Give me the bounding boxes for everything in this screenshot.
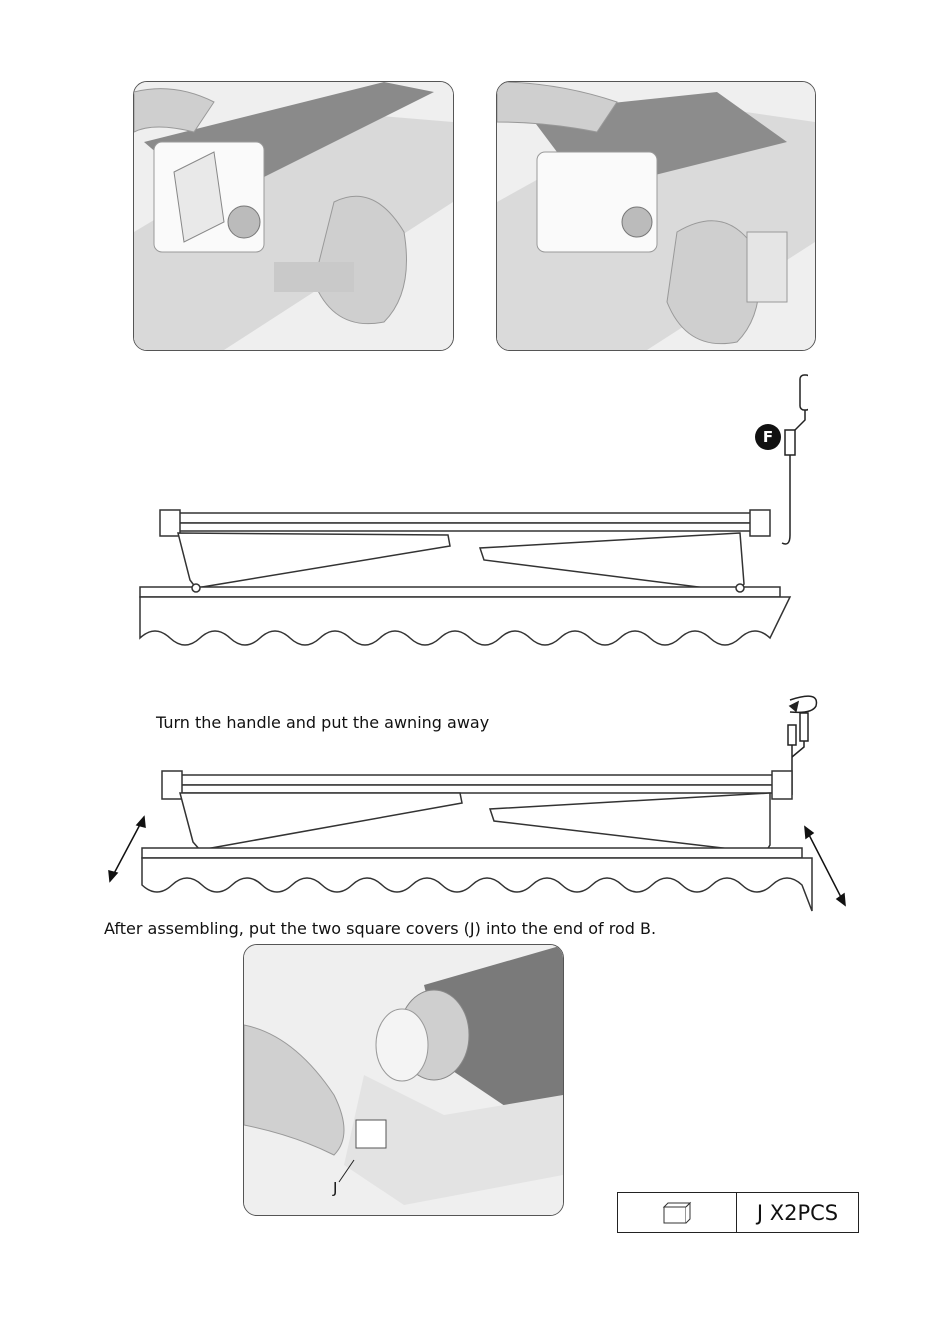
photo-fabric-install-right bbox=[496, 81, 816, 351]
parts-table-quantity: J X2PCS bbox=[756, 1200, 839, 1225]
part-f-badge: F bbox=[755, 424, 781, 450]
awning-diagram-with-handle bbox=[128, 370, 808, 655]
part-j-label: J bbox=[333, 1179, 338, 1197]
photo-fabric-install-left bbox=[133, 81, 454, 351]
folding-arms-2 bbox=[180, 793, 770, 853]
roller-tube bbox=[160, 510, 770, 536]
photo-fabric-install-right-image bbox=[497, 82, 815, 350]
parts-table-icon-cell bbox=[618, 1193, 737, 1232]
parts-table bbox=[617, 1192, 859, 1233]
caption-after-assembling: After assembling, put the two square covers (J) into the end of rod B. bbox=[104, 919, 657, 938]
caption-turn-handle: Turn the handle and put the awning away bbox=[156, 713, 490, 732]
photo-square-cover-insert-image bbox=[244, 945, 563, 1215]
awning-valance-2 bbox=[142, 858, 812, 911]
photo-square-cover-insert bbox=[243, 944, 564, 1216]
crank-handle-icon bbox=[782, 375, 808, 544]
front-bar-2 bbox=[142, 848, 802, 858]
square-cover-icon bbox=[660, 1201, 694, 1225]
rotation-arrow-icon bbox=[790, 696, 816, 712]
folding-arms bbox=[178, 533, 744, 592]
awning-diagram-retract bbox=[100, 685, 860, 915]
photo-fabric-install-left-image bbox=[134, 82, 453, 350]
awning-valance bbox=[140, 597, 790, 645]
